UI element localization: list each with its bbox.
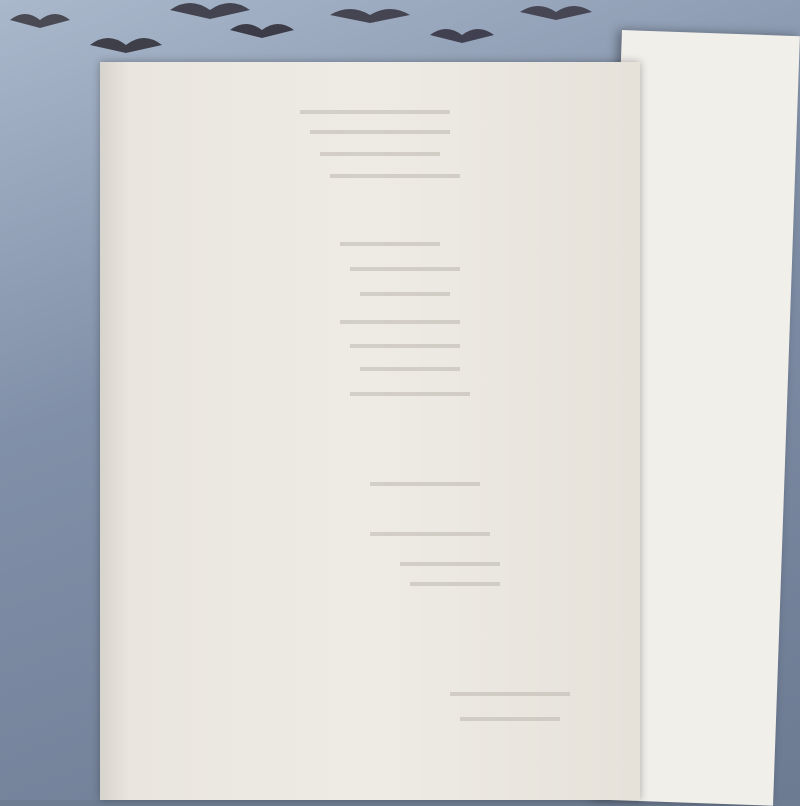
page-gutter-shadow [100, 62, 130, 800]
bleed-through-text-decoration [100, 62, 640, 800]
book-page [100, 62, 640, 800]
